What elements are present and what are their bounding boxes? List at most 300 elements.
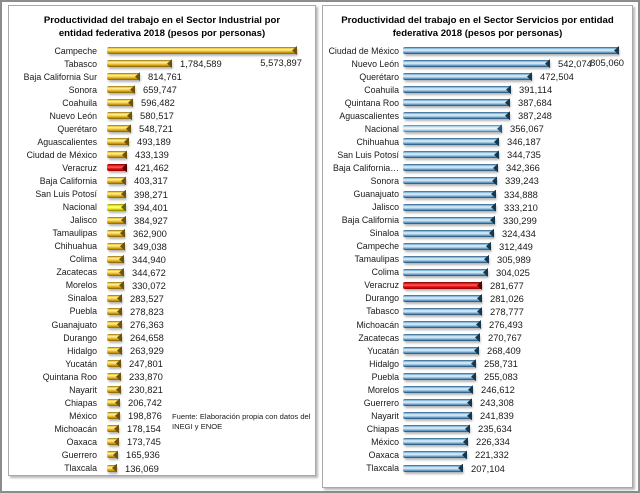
value-label: 330,072 xyxy=(132,279,166,291)
category-label: Chihuahua xyxy=(356,136,399,147)
bar xyxy=(107,177,125,184)
category-label: Chihuahua xyxy=(54,241,97,252)
category-label: San Luis Potosí xyxy=(337,149,399,160)
category-label: Colima xyxy=(69,254,97,265)
bar xyxy=(403,217,494,224)
bar xyxy=(403,151,498,158)
chart-row xyxy=(323,83,632,96)
bar xyxy=(107,86,134,93)
category-label: Nayarit xyxy=(69,384,97,395)
bar xyxy=(403,256,488,263)
value-label: 398,271 xyxy=(134,188,168,200)
bar-area xyxy=(403,449,632,460)
value-label: 178,154 xyxy=(127,423,161,435)
chart-row xyxy=(9,70,315,83)
value-label: 384,927 xyxy=(134,214,168,226)
value-label: 305,989 xyxy=(497,253,531,265)
category-label: Sinaloa xyxy=(67,293,97,304)
bar xyxy=(403,347,478,354)
category-label: Colima xyxy=(371,267,399,278)
chart-row xyxy=(9,214,315,227)
bar xyxy=(403,230,493,237)
category-label: Nacional xyxy=(62,202,97,213)
bar xyxy=(107,138,128,145)
category-label: Hidalgo xyxy=(369,358,399,369)
chart-row xyxy=(323,57,632,70)
chart-row xyxy=(9,148,315,161)
bar-area xyxy=(107,397,315,408)
chart-row xyxy=(323,331,632,344)
category-label: Campeche xyxy=(54,45,97,56)
chart-row xyxy=(9,83,315,96)
value-label: 391,114 xyxy=(519,84,553,96)
category-label: Tabasco xyxy=(64,58,97,69)
value-label: 221,332 xyxy=(475,449,509,461)
bar xyxy=(107,164,126,171)
value-label: 312,449 xyxy=(499,240,533,252)
source-note xyxy=(172,412,314,432)
bar xyxy=(107,243,124,250)
category-label: Ciudad de México xyxy=(26,149,97,160)
category-label: Puebla xyxy=(69,306,97,317)
chart-row xyxy=(9,240,315,253)
bar xyxy=(107,256,123,263)
category-label: Querétaro xyxy=(57,123,97,134)
bar xyxy=(403,321,480,328)
category-label: Campeche xyxy=(356,241,399,252)
bar-area xyxy=(107,371,315,382)
value-label: 433,139 xyxy=(135,149,169,161)
category-label: Morelos xyxy=(367,384,399,395)
title-line-2: federativa 2018 (pesos por personas) xyxy=(392,28,563,39)
value-label: 344,672 xyxy=(132,266,166,278)
chart-row xyxy=(323,96,632,109)
bar-area xyxy=(107,254,315,265)
bar-area xyxy=(107,228,315,239)
chart-row xyxy=(9,279,315,292)
value-label: 268,409 xyxy=(487,345,521,357)
bar xyxy=(403,308,481,315)
category-label: México xyxy=(69,410,97,421)
bar xyxy=(403,334,479,341)
category-label: Guerrero xyxy=(363,397,399,408)
bar-area xyxy=(403,228,632,239)
category-label: Nacional xyxy=(364,123,399,134)
value-label: 421,462 xyxy=(135,162,169,174)
title-line-1: Productividad del trabajo en el Sector Industrial por xyxy=(43,15,281,26)
bar-area xyxy=(403,332,632,343)
chart-row xyxy=(323,135,632,148)
category-label: Guanajuato xyxy=(51,319,97,330)
category-label: Aguascalientes xyxy=(37,136,97,147)
value-label: 264,658 xyxy=(130,332,164,344)
chart-row xyxy=(323,409,632,422)
chart-row xyxy=(9,370,315,383)
bar-area xyxy=(107,215,315,226)
bar-area xyxy=(403,123,632,134)
industrial-chart-panel xyxy=(8,5,316,476)
category-label: Michoacán xyxy=(356,319,399,330)
source-line-1: Fuente: Elaboración propia con datos del xyxy=(172,412,311,421)
value-label: 207,104 xyxy=(471,462,505,474)
category-label: Quintana Roo xyxy=(42,371,97,382)
category-label: Yucatán xyxy=(65,358,97,369)
bar xyxy=(403,47,618,54)
value-label: 596,482 xyxy=(141,97,175,109)
chart-row xyxy=(9,188,315,201)
category-label: Sonora xyxy=(68,84,97,95)
title-line-1: Productividad del trabajo en el Sector Servicios por entidad xyxy=(341,15,614,26)
bar xyxy=(107,373,120,380)
bar xyxy=(107,99,132,106)
chart-row xyxy=(323,214,632,227)
bar xyxy=(107,112,131,119)
chart-row xyxy=(323,122,632,135)
bar xyxy=(403,204,495,211)
value-label: 206,742 xyxy=(128,397,162,409)
value-label: 230,821 xyxy=(129,384,163,396)
chart-row xyxy=(323,227,632,240)
value-label: 246,612 xyxy=(481,384,515,396)
category-label: Aguascalientes xyxy=(339,110,399,121)
chart-row xyxy=(9,161,315,174)
category-label: Sinaloa xyxy=(369,228,399,239)
category-label: Veracruz xyxy=(62,162,97,173)
bar-area xyxy=(403,58,632,69)
bar xyxy=(107,360,120,367)
value-label: 165,936 xyxy=(126,449,160,461)
bar-area xyxy=(403,97,632,108)
category-label: Jalisco xyxy=(70,215,97,226)
chart-row xyxy=(9,305,315,318)
category-label: Oaxaca xyxy=(66,436,97,447)
category-label: Tamaulipas xyxy=(354,254,399,265)
bar xyxy=(107,321,121,328)
chart-row xyxy=(323,70,632,83)
bar-area xyxy=(107,345,315,356)
category-label: Chiapas xyxy=(366,423,399,434)
category-label: San Luis Potosí xyxy=(35,189,97,200)
bar-area xyxy=(107,332,315,343)
bar xyxy=(107,204,125,211)
bar-area xyxy=(403,175,632,186)
bar-area xyxy=(107,293,315,304)
bar xyxy=(107,308,121,315)
chart-row xyxy=(9,448,315,461)
bar xyxy=(403,177,496,184)
bar xyxy=(403,465,462,472)
value-label: 276,363 xyxy=(130,319,164,330)
chart-row xyxy=(323,357,632,370)
bar xyxy=(107,451,117,458)
chart-row xyxy=(323,148,632,161)
bar xyxy=(403,282,481,289)
value-label: 387,248 xyxy=(518,110,552,122)
category-label: Tabasco xyxy=(366,306,399,317)
bar xyxy=(403,86,510,93)
chart-row xyxy=(323,344,632,357)
bar-area xyxy=(403,319,632,330)
bar-area xyxy=(107,123,315,134)
chart-row xyxy=(323,266,632,279)
value-label: 548,721 xyxy=(139,123,173,135)
bar-area xyxy=(107,306,315,317)
bar-area xyxy=(403,241,632,252)
value-label: 387,684 xyxy=(518,97,552,109)
chart-row xyxy=(9,344,315,357)
bar-area xyxy=(403,189,632,200)
value-label: 304,025 xyxy=(496,266,530,278)
bar xyxy=(403,425,469,432)
category-label: Michoacán xyxy=(54,423,97,434)
bar-area xyxy=(107,97,315,108)
chart-row xyxy=(323,174,632,187)
bar-area xyxy=(403,215,632,226)
bar xyxy=(403,295,481,302)
bar-area xyxy=(403,436,632,447)
chart-row xyxy=(9,96,315,109)
value-label: 334,888 xyxy=(504,188,538,200)
bar-area xyxy=(107,358,315,369)
chart-row xyxy=(323,396,632,409)
bar xyxy=(403,99,509,106)
value-label: 403,317 xyxy=(134,175,168,187)
category-label: Tamaulipas xyxy=(52,228,97,239)
bar xyxy=(107,399,119,406)
chart-row xyxy=(323,435,632,448)
value-label: 258,731 xyxy=(484,358,518,370)
bar xyxy=(107,334,121,341)
chart-row xyxy=(9,253,315,266)
bar xyxy=(403,412,471,419)
industrial-chart-plot-area xyxy=(9,44,315,475)
value-label: 344,940 xyxy=(132,253,166,265)
bar xyxy=(107,125,130,132)
bar-area xyxy=(403,371,632,382)
bar xyxy=(107,269,123,276)
value-label: 342,366 xyxy=(506,162,540,174)
value-label: 580,517 xyxy=(140,110,174,122)
bar-area xyxy=(403,306,632,317)
value-label: 198,876 xyxy=(128,410,162,422)
bar-area xyxy=(107,84,315,95)
bar-area xyxy=(403,254,632,265)
value-label: 493,189 xyxy=(137,136,171,148)
category-label: Chiapas xyxy=(64,397,97,408)
bar xyxy=(403,386,472,393)
bar-area xyxy=(107,58,315,69)
bar xyxy=(107,151,126,158)
category-label: Baja California Sur xyxy=(23,71,97,82)
category-label: Coahuila xyxy=(364,84,399,95)
bar xyxy=(403,438,467,445)
bar-area xyxy=(403,463,632,474)
category-label: Morelos xyxy=(65,280,97,291)
category-label: Veracruz xyxy=(364,280,399,291)
chart-row xyxy=(323,462,632,475)
bar xyxy=(107,386,120,393)
bar xyxy=(107,438,118,445)
value-label: 356,067 xyxy=(510,123,544,135)
value-label: 805,060 xyxy=(590,56,624,68)
value-label: 542,074 xyxy=(558,58,592,70)
value-label: 324,434 xyxy=(502,227,536,239)
bar xyxy=(403,269,487,276)
category-label: Quintana Roo xyxy=(344,97,399,108)
bar-area xyxy=(107,241,315,252)
value-label: 255,083 xyxy=(484,371,518,383)
bar xyxy=(107,412,119,419)
chart-row xyxy=(323,292,632,305)
chart-row xyxy=(323,253,632,266)
value-label: 241,839 xyxy=(480,410,514,422)
chart-row xyxy=(323,161,632,174)
bar xyxy=(107,217,125,224)
chart-row xyxy=(9,396,315,409)
chart-row xyxy=(9,135,315,148)
chart-row xyxy=(323,448,632,461)
bar xyxy=(403,373,475,380)
value-label: 243,308 xyxy=(480,397,514,409)
value-label: 281,026 xyxy=(490,292,524,304)
value-label: 173,745 xyxy=(127,436,161,448)
bar xyxy=(403,112,509,119)
value-label: 136,069 xyxy=(125,462,159,474)
bar-area xyxy=(403,71,632,82)
value-label: 5,573,897 xyxy=(260,56,302,68)
chart-row xyxy=(323,188,632,201)
servicios-chart-plot-area xyxy=(323,44,632,475)
bar-area xyxy=(403,423,632,434)
value-label: 281,677 xyxy=(490,279,524,291)
value-label: 814,761 xyxy=(148,71,182,83)
chart-row xyxy=(323,422,632,435)
chart-row xyxy=(9,201,315,214)
bar-area xyxy=(403,202,632,213)
value-label: 333,210 xyxy=(504,201,538,213)
chart-row xyxy=(323,201,632,214)
chart-row xyxy=(9,292,315,305)
chart-row xyxy=(9,109,315,122)
chart-row xyxy=(323,109,632,122)
chart-row xyxy=(323,318,632,331)
chart-row xyxy=(9,357,315,370)
bar-area xyxy=(403,149,632,160)
bar-area xyxy=(107,175,315,186)
value-label: 235,634 xyxy=(478,423,512,435)
category-label: Baja California xyxy=(39,175,97,186)
value-label: 349,038 xyxy=(133,240,167,252)
bar-area xyxy=(403,410,632,421)
category-label: Zacatecas xyxy=(358,332,399,343)
chart-row xyxy=(9,318,315,331)
chart-row xyxy=(9,266,315,279)
chart-row xyxy=(323,383,632,396)
bar-area xyxy=(403,110,632,121)
category-label: Nayarit xyxy=(371,410,399,421)
bar xyxy=(403,73,531,80)
bar-area xyxy=(107,280,315,291)
bar xyxy=(107,230,124,237)
bar xyxy=(403,138,498,145)
bar-area xyxy=(107,319,315,330)
chart-row xyxy=(9,462,315,475)
value-label: 344,735 xyxy=(507,149,541,161)
category-label: Guanajuato xyxy=(353,189,399,200)
bar-area xyxy=(403,84,632,95)
bar xyxy=(107,465,116,472)
category-label: Durango xyxy=(63,332,97,343)
value-label: 659,747 xyxy=(143,84,177,96)
bar-area xyxy=(107,202,315,213)
category-label: Querétaro xyxy=(359,71,399,82)
bar xyxy=(403,243,490,250)
bar-area xyxy=(403,280,632,291)
value-label: 394,401 xyxy=(134,201,168,213)
category-label: Puebla xyxy=(371,371,399,382)
category-label: México xyxy=(371,436,399,447)
value-label: 339,243 xyxy=(505,175,539,187)
category-label: Baja California… xyxy=(332,162,399,173)
bar-area xyxy=(403,397,632,408)
bar-area xyxy=(403,293,632,304)
bar-area xyxy=(107,449,315,460)
category-label: Jalisco xyxy=(372,202,399,213)
bar-area xyxy=(107,162,315,173)
chart-row xyxy=(9,122,315,135)
category-label: Durango xyxy=(365,293,399,304)
bar xyxy=(107,191,125,198)
chart-row xyxy=(323,370,632,383)
source-line-2: INEGI y ENOE xyxy=(172,422,223,431)
value-label: 263,929 xyxy=(130,345,164,357)
industrial-chart-title xyxy=(9,6,315,40)
chart-row xyxy=(9,435,315,448)
category-label: Nuevo León xyxy=(49,110,97,121)
value-label: 362,900 xyxy=(133,227,167,239)
value-label: 226,334 xyxy=(476,436,510,448)
value-label: 278,777 xyxy=(490,305,524,317)
bar xyxy=(403,60,549,67)
category-label: Baja California xyxy=(341,215,399,226)
bar xyxy=(403,125,501,132)
value-label: 247,801 xyxy=(129,358,163,370)
bar-area xyxy=(403,267,632,278)
bar-area xyxy=(403,162,632,173)
value-label: 283,527 xyxy=(130,292,164,304)
bar-area xyxy=(107,384,315,395)
bar-area xyxy=(107,436,315,447)
category-label: Sonora xyxy=(370,175,399,186)
bar xyxy=(107,295,121,302)
category-label: Nuevo León xyxy=(351,58,399,69)
bar xyxy=(403,451,466,458)
value-label: 346,187 xyxy=(507,136,541,148)
value-label: 233,870 xyxy=(129,371,163,383)
bar xyxy=(107,60,171,67)
bar-area xyxy=(403,384,632,395)
category-label: Tlaxcala xyxy=(366,463,399,474)
servicios-chart-title xyxy=(323,6,632,40)
value-label: 276,493 xyxy=(489,319,523,330)
chart-row xyxy=(9,331,315,344)
value-label: 278,823 xyxy=(130,305,164,317)
chart-row xyxy=(323,240,632,253)
chart-row xyxy=(323,279,632,292)
bar-area xyxy=(107,149,315,160)
bar-area xyxy=(107,189,315,200)
bar xyxy=(403,191,495,198)
